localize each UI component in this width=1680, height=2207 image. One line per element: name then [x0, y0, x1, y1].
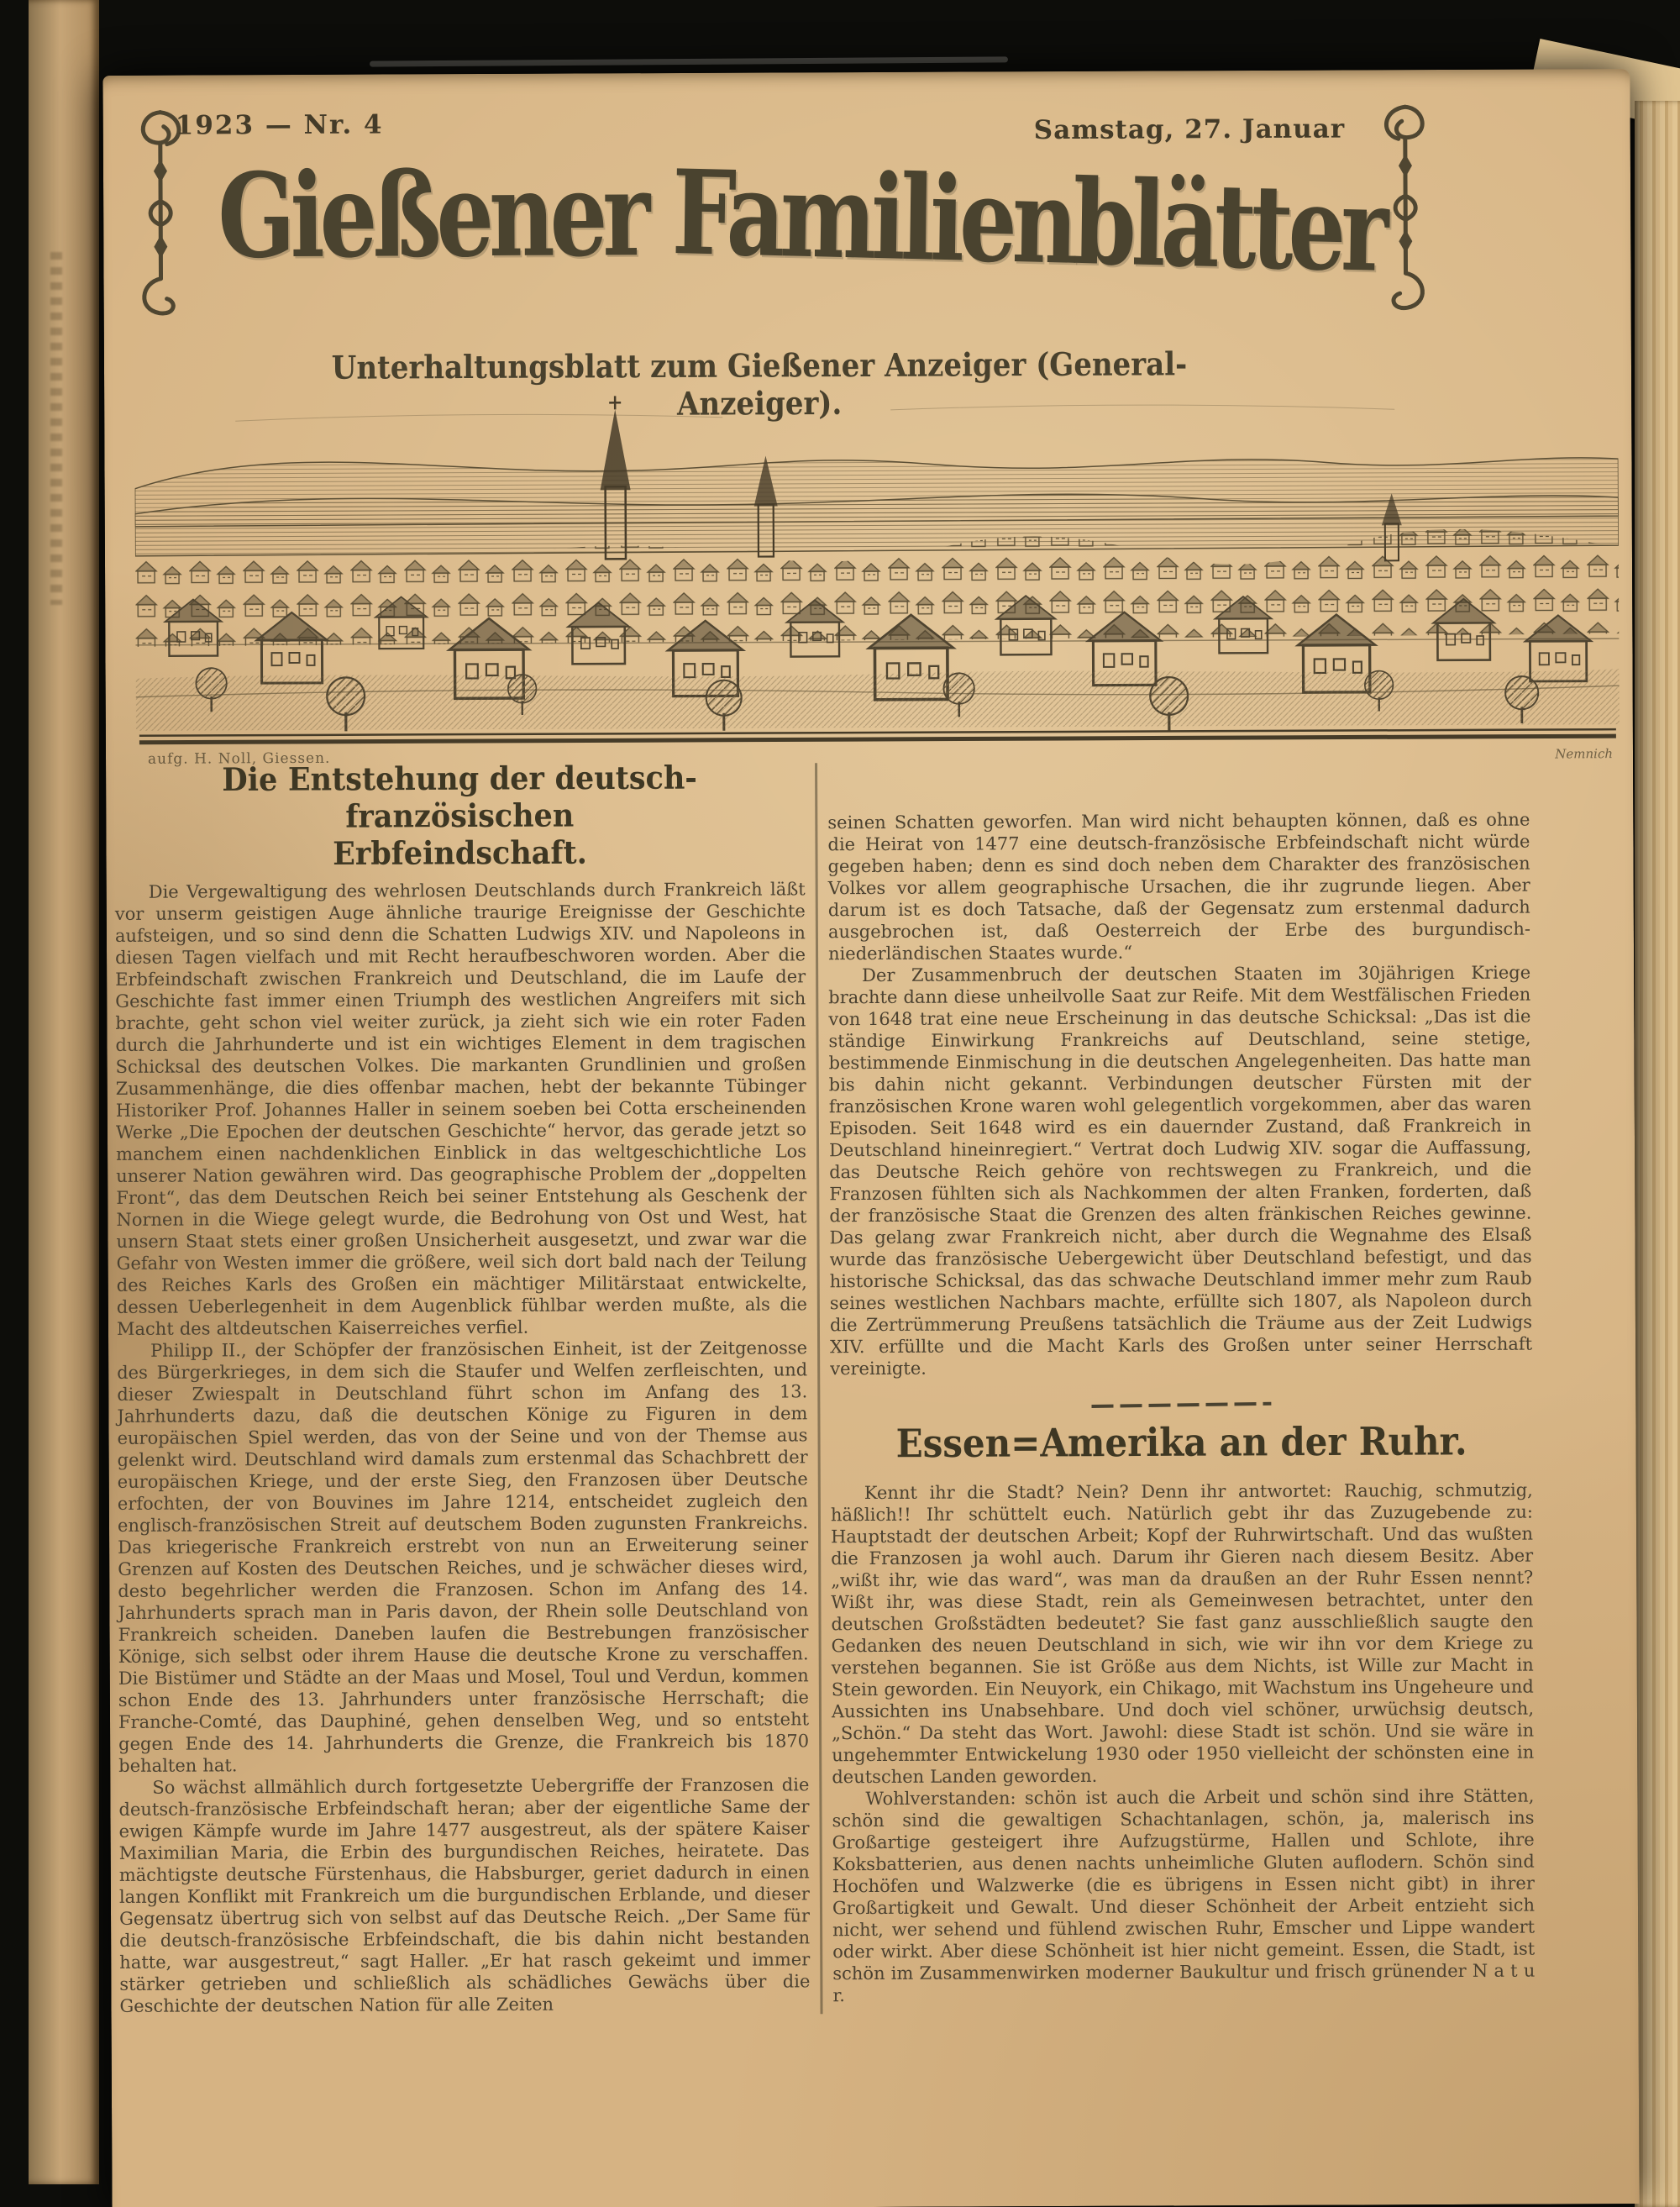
column-divider-rule — [815, 763, 822, 2014]
article-separator-rule — [1091, 1402, 1271, 1408]
issue-number: 1923 — Nr. 4 — [175, 109, 384, 141]
engraving-caption-engraver: Nemnich — [1555, 746, 1614, 762]
masthead-title — [204, 144, 1398, 299]
masthead-word-1: Gießener — [217, 147, 646, 285]
masthead-word-2: Familienblätter — [670, 145, 1384, 299]
town-panorama-engraving — [134, 381, 1620, 768]
article1-paragraph: Philipp II., der Schöpfer der französischen Einheit, ist der Zeitgenosse des Bürgerkrieges, in dem sich die Staufer und Welfen zerfleischten, und dieser Zwiespalt in Deutschland führt schon im Anfang des 13. Jahrhunderts dazu, daß die deutschen Könige zu Figuren in dem europäischen Spiel werden, das von der Seine und von der Themse aus gelenkt wird. Deutschland wird damals zum erstenmal das Schachbrett der europäischen Kriege, und der erste Sieg, den Franzosen über Deutsche erfochten, der von Bouvines im Jahre 1214, entscheidet zugleich den englisch-französischen Streit auf deutschem Boden zugunsten Frankreichs. Das kriegerische Frankreich erstrebt von nun an Erweiterung seiner Grenzen auf Kosten des Deutschen Reiches, und je schwächer dieses wird, desto begehrlicher werden die Franzosen. Schon im Anfang des 14. Jahrhunderts sprach man in Paris davon, der Rhein solle Deutschland von Frankreich scheiden. Daneben laufen die Bestrebungen französischer Könige, sich selbst oder ihrem Hause die deutsche Krone zu verschaffen. Die Bistümer und Städte an der Maas und Mosel, Toul und Verdun, kommen schon Ende des 13. Jahrhunders unter französische Herrschaft; die Franche-Comté, das Dauphiné, gehen denselben Weg, und so entsteht gegen Ende des 14. Jahrhunderts die Grenze, die Frankreich bis 1870 behalten hat. — [117, 1337, 810, 1776]
newspaper-page — [102, 69, 1639, 2207]
article1-paragraph: Die Vergewaltigung des wehrlosen Deutschlands durch Frankreich läßt vor unserm geistigen Auge ähnliche traurige Ereignisse der Geschichte aufsteigen, und so sind denn die Schatten Ludwigs XIV. und Napoleons in diesen Tagen vielfach und mit Recht heraufbeschworen worden. Aber die Erbfeindschaft zwischen Frankreich und Deutschland, die im Laufe der Geschichte fast immer einen Triumph des westlichen Angreifers mit sich brachte, geht schon viel weiter zurück, ja zieht sich wie ein roter Faden durch die Jahrhunderte und ist ein wichtiges Element in dem tragischen Schicksal des deutschen Volkes. Die markanten Grundlinien und großen Zusammenhänge, die dies offenbar machen, hebt der bekannte Tübinger Historiker Prof. Johannes Haller in seinem soeben bei Cotta erscheinenden Werke „Die Epochen der deutschen Geschichte“ hervor, das gerade jetzt so manchem einen nachdenklichen Einblick in das weltgeschichtliche Los unserer Nation gewähren wird. Das geographische Problem der „doppelten Front“, das dem Deutschen Reich bei seiner Entstehung als Geschenk der Nornen in die Wiege gelegt wurde, die Bedrohung von Ost und West, hat unsern Staat stets einer großen Unsicherheit ausgesetzt, und zwar war die Gefahr von Westen immer die größere, weil sich dort bald nach der Teilung des Reiches Karls des Großen ein mächtiger Militärstaat entwickelte, dessen Ueberlegenheit in dem Augenblick fühlbar werden mußte, als die Macht des altdeutschen Kaiserreiches verfiel. — [114, 879, 807, 1339]
article1-headline — [114, 759, 806, 873]
article1-paragraph: So wächst allmählich durch fortgesetzte Uebergriffe der Franzosen die deutsch-französische Erbfeindschaft heran; aber der eigentliche Same der ewigen Kämpfe wurde im Jahre 1477 ausgestreut, als der spätere Kaiser Maximilian Maria, die Erbin des burgundischen Reiches, heiratete. Das mächtigste deutsche Fürstenhaus, die Habsburger, geriet dadurch in einen langen Konflikt mit Frankreich um die burgundischen Erblande, und dieser Gegensatz übertrug sich von selbst auf das Deutsche Reich. „Der Same für die deutsch-französische Erbfeindschaft, die bis dahin nicht bestanden hatte, war ausgestreut,“ sagt Haller. „Er hat rasch gekeimt und immer stärker getrieben und schließlich als schädliches Gewächs über die Geschichte der deutschen Nation für alle Zeiten — [118, 1774, 811, 2016]
engraving-caption-artist: aufg. H. Noll, Giessen. — [147, 749, 331, 768]
faint-margin-writing — [50, 252, 62, 605]
date-line: Samstag, 27. Januar — [1033, 113, 1346, 146]
engraving-illustration — [134, 381, 1620, 749]
article2-paragraph: Wohlverstanden: schön ist auch die Arbeit und schön sind ihre Stätten, schön sind die gewaltigen Schachtanlagen, schön, ja, malerisch ins Großartige gesteigert ihre Aufzugstürme, Hallen und Schlote, ihre Koksbatterien, aus denen nachts unheimliche Gluten auflodern. Schön sind Hochöfen und Walzwerke (die es übrigens in Essen nicht gibt) in ihrer Großartigkeit und Gewalt. Und dieser Schönheit der Arbeit entzieht sich nicht, wer sehend und fühlend zwischen Ruhr, Emscher und Lippe wandert oder wirkt. Aber diese Schönheit ist hier nicht gemeint. Essen, die Stadt, ist schön im Zusammenwirken moderner Baukultur und frisch grünender N a t u r. — [832, 1785, 1536, 2006]
masthead-subtitle: Unterhaltungsblatt zum Gießener Anzeiger (General-Anzeiger). — [331, 345, 1188, 423]
article-columns — [114, 760, 1541, 2017]
column-right — [827, 760, 1535, 2015]
article1-paragraph-continued: seinen Schatten geworfen. Man wird nicht behaupten können, daß es ohne die Heirat von 1477 eine deutsch-französische Erbfeindschaft nicht würde gegeben haben; denn es sind doch neben dem Charakter des französischen Volkes vor allem geographische Ursachen, die ihr zugrunde liegen. Aber darum ist es doch Tatsache, daß der Gegensatz zum erstenmal dadurch ausgebrochen ist, daß Oesterreich der Erbe des burgundisch-niederländischen Staates wurde.“ — [827, 809, 1530, 964]
article1-headline-line2: Erbfeindschaft. — [333, 834, 587, 873]
article1-headline-line1: Die Entstehung der deutsch-französischen — [222, 759, 697, 836]
column-left — [114, 759, 811, 2017]
article1-paragraph: Der Zusammenbruch der deutschen Staaten im 30jährigen Kriege brachte dann diese unheilvolle Saat zur Reife. Mit dem Westfälischen Frieden von 1648 trat eine neue Erscheinung in das deutsche Schicksal: „Das ist die ständige Einwirkung Frankreichs auf Deutschland, seine stetige, bestimmende Einmischung in die deutschen Angelegenheiten. Das hatte man bis dahin nicht gekannt. Verbindungen deutscher Fürsten mit der französischen Krone waren wohl gelegentlich vorgekommen, aber das waren Episoden. Seit 1648 wird es ein dauernder Zustand, daß Frankreich in Deutschland hineinregiert.“ Vertrat doch Ludwig XIV. sogar die Auffassung, das Deutsche Reich gehöre von rechtswegen zu Frankreich, und die Franzosen fühlten sich als Nachkommen der alten Franken, forderten, daß der französische Staat die Grenzen des alten fränkischen Reiches gewinne. Das gelang zwar Frankreich nicht, aber durch die Wegnahme des Elsaß wurde das französische Uebergewicht über Deutschland befestigt, und das historische Schicksal, das das schwache Deutschland immer mehr zum Raub seines westlichen Nachbars machte, erfüllte sich 1807, als Napoleon durch die Zertrümmerung Preußens tatsächlich die Träume aus der Zeit Ludwigs XIV. erfüllte und die Macht Karls des Großen unter seiner Herrschaft vereinigte. — [828, 962, 1533, 1379]
adjacent-page-edge — [29, 0, 99, 2184]
book-page-stack-edge — [1635, 101, 1680, 2207]
article2-headline: Essen=Amerika an der Ruhr. — [895, 1418, 1467, 1467]
page-behind-edge — [370, 56, 1008, 66]
article2-paragraph: Kennt ihr die Stadt? Nein? Denn ihr antwortet: Rauchig, schmutzig, häßlich!! Ihr schüttelt euch. Natürlich gebt ihr das Zuzugebende zu: Hauptstadt der deutschen Arbeit; Kopf der Ruhrwirtschaft. Und das wußten die Franzosen ja wohl auch. Darum ihr Gieren nach diesem Besitz. Aber „wißt ihr, wie das ward“, was man da draußen an der Ruhr Essen nennt? Wißt ihr, was diese Stadt, rein als Gemeinwesen betrachtet, unter den deutschen Großstädten bedeutet? Sie fast ganz ausschließlich saugte den Gedanken des neuen Deutschland in sich, wie wir ihn vor dem Kriege zu verstehen begannen. Sie ist Größe aus dem Nichts, ist Wille zur Macht in Stein geworden. Ein Neuyork, ein Chikago, mit Wachstum ins Ungeheure und Aussichten ins Unabsehbare. Und doch viel schöner, urwüchsig deutsch, „Schön.“ Da steht das Wort. Jawohl: diese Stadt ist schön. Und sie wäre in ungehemmter Entwickelung 1930 oder 1950 vielleicht der schönsten eine in deutschen Landen geworden. — [830, 1479, 1535, 1788]
